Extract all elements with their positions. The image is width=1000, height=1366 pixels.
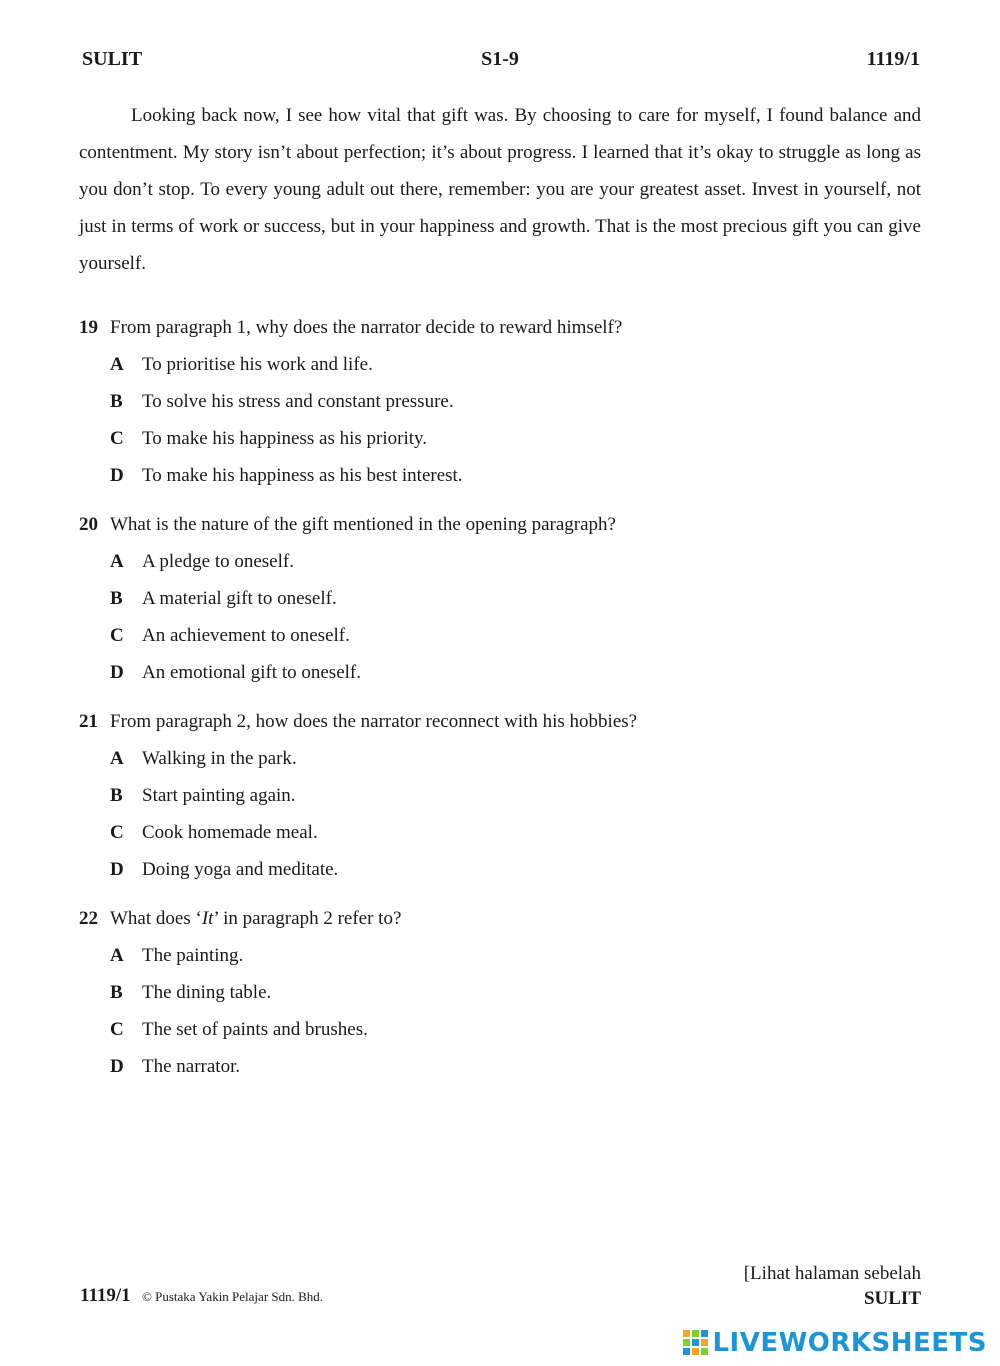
option-text: To prioritise his work and life. [142,354,373,375]
liveworksheets-text: LIVEWORKSHEETS [712,1328,987,1358]
option-label: B [110,588,123,609]
option-label: C [110,1019,124,1040]
question-text-before: What does ‘ [110,908,202,929]
footer-classification: SULIT [863,1288,921,1309]
option-text: Walking in the park. [142,748,297,769]
option-label: A [110,748,124,769]
option-label: A [110,551,124,572]
question-21 [79,703,921,888]
option-d[interactable] [79,654,921,691]
option-text: A material gift to oneself. [142,588,337,609]
option-label: D [110,859,124,880]
question-number: 21 [79,711,98,732]
question-text: From paragraph 2, how does the narrator reconnect with his hobbies? [110,711,638,732]
question-number: 19 [79,317,98,338]
option-b[interactable] [79,580,921,617]
option-label: D [110,465,124,486]
header-page-number: S1-9 [481,48,519,70]
liveworksheets-watermark [683,1327,987,1359]
option-a[interactable] [79,543,921,580]
option-a[interactable] [79,740,921,777]
option-text: Start painting again. [142,785,296,806]
header-paper-code: 1119/1 [866,48,920,70]
liveworksheets-logo-icon [683,1330,709,1356]
question-number: 22 [79,908,98,929]
option-text: An achievement to oneself. [142,625,350,646]
option-label: C [110,822,124,843]
question-19 [79,309,921,494]
option-label: D [110,1056,124,1077]
next-page-note: [Lihat halaman sebelah [743,1263,921,1284]
question-22 [79,900,921,1085]
option-label: C [110,428,124,449]
option-text: To make his happiness as his priority. [142,428,428,449]
option-label: A [110,945,124,966]
option-text: The dining table. [142,982,272,1003]
question-text-after: ’ in paragraph 2 refer to? [213,908,402,929]
option-c[interactable] [79,1011,921,1048]
footer-paper-code: 1119/1 [80,1285,131,1306]
option-text: Cook homemade meal. [142,822,318,843]
option-c[interactable] [79,617,921,654]
option-label: B [110,785,123,806]
option-text: Doing yoga and meditate. [142,859,339,880]
option-d[interactable] [79,851,921,888]
option-text: The narrator. [142,1056,241,1077]
option-label: B [110,391,123,412]
question-text: From paragraph 1, why does the narrator decide to reward himself? [110,317,623,338]
option-text: To solve his stress and constant pressure. [142,391,454,412]
option-label: C [110,625,124,646]
option-label: A [110,354,124,375]
footer-copyright: © Pustaka Yakin Pelajar Sdn. Bhd. [142,1289,324,1304]
option-text: To make his happiness as his best interest. [142,465,463,486]
option-a[interactable] [79,346,921,383]
option-b[interactable] [79,974,921,1011]
question-text: What is the nature of the gift mentioned in the opening paragraph? [110,514,616,535]
option-text: The set of paints and brushes. [142,1019,368,1040]
option-label: D [110,662,124,683]
option-b[interactable] [79,777,921,814]
option-text: The painting. [142,945,244,966]
option-label: B [110,982,123,1003]
question-20 [79,506,921,691]
option-a[interactable] [79,937,921,974]
header-classification: SULIT [82,48,143,70]
option-c[interactable] [79,420,921,457]
option-c[interactable] [79,814,921,851]
option-d[interactable] [79,1048,921,1085]
option-d[interactable] [79,457,921,494]
option-b[interactable] [79,383,921,420]
passage-paragraph: Looking back now, I see how vital that gift was. By choosing to care for myself, I found balance and contentment. My story isn’t about perfection; it’s about progress. I learned that it’s okay to struggle as long as you don’t stop. To every young adult out there, remember: you are your greatest asset. Invest in yourself, not just in terms of work or success, but in your happiness and growth. That is the most precious gift you can give yourself. [79,105,921,274]
question-text-italic: It [201,908,214,929]
question-number: 20 [79,514,98,535]
option-text: An emotional gift to oneself. [142,662,361,683]
option-text: A pledge to oneself. [142,551,294,572]
